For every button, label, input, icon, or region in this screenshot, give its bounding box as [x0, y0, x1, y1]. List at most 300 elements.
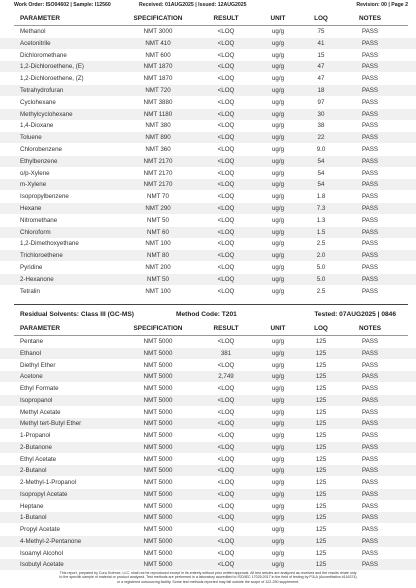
cell-specification: NMT 100: [145, 287, 171, 295]
table-row: [0, 418, 416, 429]
cell-parameter: Chlorobenzene: [20, 146, 62, 153]
footer-line: to the specific sample of material or product analyzed. Test methods are performed in a laboratory accredited to ISO/IEC 17025:2017 in the field of testing by PJLA (Accreditation #116374): [59, 575, 357, 580]
cell-result: <LOQ: [217, 228, 235, 236]
cell-notes: PASS: [361, 216, 379, 224]
column-header-parameter: PARAMETER: [20, 15, 61, 22]
cell-notes: PASS: [361, 338, 379, 345]
section-heading: [20, 311, 396, 321]
cell-result: <LOQ: [217, 181, 235, 189]
column-header-result: RESULT: [213, 325, 239, 332]
table-row: [0, 454, 416, 465]
cell-notes: PASS: [361, 349, 379, 357]
received-issued-dates: Received: 01AUG2025 | Issued: 12AUG2025: [139, 2, 247, 8]
cell-unit: ug/g: [271, 181, 285, 189]
cell-result: <LOQ: [217, 110, 235, 118]
cell-unit: ug/g: [271, 169, 285, 177]
cell-notes: PASS: [361, 134, 379, 142]
cell-specification: NMT 5000: [143, 490, 173, 498]
cell-specification: NMT 380: [145, 122, 171, 130]
cell-result: <LOQ: [217, 361, 235, 369]
report-header: [14, 2, 408, 12]
table-row: [0, 262, 416, 273]
cell-specification: NMT 1870: [143, 75, 173, 83]
cell-notes: PASS: [361, 526, 379, 533]
cell-specification: NMT 5000: [143, 420, 173, 428]
cell-result: <LOQ: [217, 408, 235, 416]
cell-notes: PASS: [361, 181, 379, 189]
table-row: [0, 548, 416, 559]
column-header-notes: NOTES: [358, 325, 381, 332]
cell-specification: NMT 100: [145, 240, 171, 248]
cell-result: <LOQ: [217, 169, 235, 177]
cell-unit: ug/g: [271, 432, 285, 439]
cell-specification: NMT 200: [145, 264, 171, 271]
cell-specification: NMT 5000: [143, 385, 173, 392]
cell-result: 381: [220, 349, 232, 357]
cell-notes: PASS: [361, 240, 379, 248]
cell-result: <LOQ: [217, 216, 235, 224]
cell-loq: 41: [317, 39, 325, 47]
cell-result: <LOQ: [217, 455, 235, 463]
cell-unit: ug/g: [271, 420, 285, 428]
cell-parameter: Pentane: [20, 338, 44, 345]
cell-result: <LOQ: [217, 264, 235, 271]
table-row: [0, 360, 416, 371]
cell-loq: 75: [317, 28, 325, 35]
footer-line: This report, prepared by Cora Science, LLC, shall not be reproduced except in its entirety without prior written approval. All test articles are analyzed as received and the results relate only: [59, 571, 357, 575]
cell-unit: ug/g: [271, 467, 285, 475]
table-row: [0, 524, 416, 535]
column-header-loq: LOQ: [314, 325, 328, 332]
cell-parameter: Isoamyl Alcohol: [20, 549, 63, 557]
table-row: [0, 559, 416, 570]
cell-notes: PASS: [361, 39, 379, 47]
section-title: Residual Solvents: Class III (GC-MS): [20, 311, 134, 318]
cell-notes: PASS: [361, 287, 379, 295]
cell-parameter: Tetrahydrofuran: [20, 87, 64, 94]
cell-result: <LOQ: [217, 526, 235, 533]
table-row: [0, 215, 416, 226]
cell-result: <LOQ: [217, 467, 235, 475]
cell-parameter: Trichloroethene: [20, 252, 63, 260]
cell-result: <LOQ: [217, 549, 235, 557]
table-row: [0, 465, 416, 476]
cell-parameter: Methylcyclohexane: [20, 110, 73, 118]
cell-notes: PASS: [361, 408, 379, 416]
cell-loq: 125: [315, 514, 327, 522]
table-row: [0, 109, 416, 120]
cell-parameter: 1,4-Dioxane: [20, 122, 54, 130]
cell-specification: NMT 5000: [143, 443, 173, 451]
cell-loq: 125: [315, 526, 327, 533]
cell-specification: NMT 5000: [143, 502, 173, 510]
cell-unit: ug/g: [271, 490, 285, 498]
column-header-unit: UNIT: [270, 15, 286, 22]
cell-specification: NMT 5000: [143, 455, 173, 463]
cell-unit: ug/g: [271, 228, 285, 236]
table-row: [0, 97, 416, 108]
cell-parameter: Pyridine: [20, 264, 43, 271]
cell-specification: NMT 600: [145, 51, 171, 59]
cell-result: <LOQ: [217, 252, 235, 260]
column-header-loq: LOQ: [314, 15, 328, 22]
table-row: [0, 250, 416, 261]
cell-result: <LOQ: [217, 443, 235, 451]
cell-unit: ug/g: [271, 479, 285, 486]
cell-parameter: Isopropanol: [20, 396, 53, 404]
cell-notes: PASS: [361, 537, 379, 545]
cell-parameter: Isobutyl Acetate: [20, 561, 64, 569]
table-row: [0, 477, 416, 488]
table-row: [0, 168, 416, 179]
cell-unit: ug/g: [271, 110, 285, 118]
cell-specification: NMT 80: [147, 252, 169, 260]
cell-notes: PASS: [361, 169, 379, 177]
table-row: [0, 50, 416, 61]
cell-specification: NMT 50: [147, 275, 169, 283]
cell-unit: ug/g: [271, 549, 285, 557]
cell-notes: PASS: [361, 205, 379, 212]
cell-result: <LOQ: [217, 75, 235, 83]
cell-result: <LOQ: [217, 157, 235, 165]
cell-unit: ug/g: [271, 408, 285, 416]
cell-loq: 125: [315, 432, 327, 439]
table-row: [0, 203, 416, 214]
cell-notes: PASS: [361, 63, 379, 71]
cell-result: <LOQ: [217, 134, 235, 142]
cell-unit: ug/g: [271, 275, 285, 283]
table-row: [0, 489, 416, 500]
cell-notes: PASS: [361, 479, 379, 486]
cell-loq: 125: [315, 537, 327, 545]
cell-loq: 1.8: [316, 193, 326, 201]
cell-notes: PASS: [361, 361, 379, 369]
table-row: [0, 383, 416, 394]
cell-specification: NMT 70: [147, 193, 169, 201]
cell-notes: PASS: [361, 252, 379, 260]
cell-result: <LOQ: [217, 514, 235, 522]
cell-notes: PASS: [361, 51, 379, 59]
cell-specification: NMT 3000: [143, 28, 173, 35]
cell-specification: NMT 890: [145, 134, 171, 142]
cell-unit: ug/g: [271, 193, 285, 201]
cell-loq: 125: [315, 479, 327, 486]
cell-notes: PASS: [361, 373, 379, 381]
cell-loq: 2.5: [316, 240, 326, 248]
work-order-label: Work Order: ISO04602 | Sample: I12560: [14, 2, 111, 8]
cell-result: <LOQ: [217, 287, 235, 295]
cell-unit: ug/g: [271, 396, 285, 404]
cell-loq: 1.3: [316, 216, 326, 224]
cell-loq: 125: [315, 349, 327, 357]
cell-unit: ug/g: [271, 205, 285, 212]
cell-notes: PASS: [361, 396, 379, 404]
cell-parameter: 2-Hexanone: [20, 275, 54, 283]
cell-unit: ug/g: [271, 514, 285, 522]
cell-specification: NMT 290: [145, 205, 171, 212]
cell-loq: 125: [315, 385, 327, 392]
cell-parameter: Isopropyl Acetate: [20, 490, 68, 498]
cell-specification: NMT 5000: [143, 467, 173, 475]
table-row: [0, 85, 416, 96]
cell-unit: ug/g: [271, 443, 285, 451]
cell-unit: ug/g: [271, 157, 285, 165]
cell-unit: ug/g: [271, 361, 285, 369]
cell-loq: 125: [315, 467, 327, 475]
cell-specification: NMT 5000: [143, 396, 173, 404]
cell-parameter: Heptane: [20, 502, 44, 510]
cell-parameter: Toluene: [20, 134, 42, 142]
cell-loq: 125: [315, 561, 327, 569]
cell-loq: 47: [317, 75, 325, 83]
cell-result: <LOQ: [217, 39, 235, 47]
cell-notes: PASS: [361, 549, 379, 557]
footer-line: or a registered outsourcing facility. Some test methods reported may fall outside the scope of 122-250 supplement.: [116, 579, 300, 584]
table-row: [0, 144, 416, 155]
cell-result: <LOQ: [217, 87, 235, 94]
cell-loq: 7.3: [316, 205, 326, 212]
cell-parameter: Methanol: [20, 28, 46, 35]
cell-loq: 54: [317, 181, 325, 189]
cell-specification: NMT 5000: [143, 361, 173, 369]
cell-notes: PASS: [361, 385, 379, 392]
cell-parameter: Ethanol: [20, 349, 41, 357]
cell-loq: 22: [317, 134, 325, 142]
cell-specification: NMT 2170: [143, 169, 173, 177]
cell-parameter: Propyl Acetate: [20, 526, 60, 533]
cell-parameter: 1,2-Dimethoxyethane: [20, 240, 79, 248]
column-header-result: RESULT: [213, 15, 239, 22]
cell-loq: 54: [317, 169, 325, 177]
cell-unit: ug/g: [271, 349, 285, 357]
section-divider: [14, 304, 408, 305]
cell-unit: ug/g: [271, 98, 285, 106]
cell-loq: 125: [315, 361, 327, 369]
cell-unit: ug/g: [271, 537, 285, 545]
cell-parameter: 1-Butanol: [20, 514, 47, 522]
cell-unit: ug/g: [271, 63, 285, 71]
table-row: [0, 156, 416, 167]
cell-specification: NMT 5000: [143, 373, 173, 381]
cell-unit: ug/g: [271, 561, 285, 569]
cell-loq: 5.0: [316, 264, 326, 271]
cell-loq: 2.5: [316, 287, 326, 295]
cell-parameter: Dichloromethane: [20, 51, 67, 59]
table-row: [0, 371, 416, 382]
cell-notes: PASS: [361, 98, 379, 106]
table-row: [0, 61, 416, 72]
cell-specification: NMT 5000: [143, 549, 173, 557]
table-row: [0, 286, 416, 297]
cell-loq: 125: [315, 443, 327, 451]
table-row: [0, 430, 416, 441]
cell-result: <LOQ: [217, 98, 235, 106]
table-row: [0, 536, 416, 547]
cell-notes: PASS: [361, 490, 379, 498]
cell-parameter: Ethyl Acetate: [20, 455, 57, 463]
cell-unit: ug/g: [271, 51, 285, 59]
table-row: [0, 132, 416, 143]
cell-parameter: Tetralin: [20, 287, 40, 295]
table-row: [0, 38, 416, 49]
method-code: Method Code: T201: [176, 311, 237, 318]
table-row: [0, 395, 416, 406]
cell-specification: NMT 5000: [143, 526, 173, 533]
cell-notes: PASS: [361, 75, 379, 83]
cell-notes: PASS: [361, 502, 379, 510]
cell-result: <LOQ: [217, 28, 235, 35]
cell-loq: 125: [315, 490, 327, 498]
cell-specification: NMT 410: [145, 39, 171, 47]
cell-loq: 97: [317, 98, 325, 106]
cell-unit: ug/g: [271, 134, 285, 142]
cell-parameter: 4-Methyl-2-Pentanone: [20, 537, 82, 545]
cell-notes: PASS: [361, 193, 379, 201]
cell-loq: 47: [317, 63, 325, 71]
table-row: [0, 227, 416, 238]
cell-parameter: 1,2-Dichloroethene, (E): [20, 63, 84, 71]
table-row: [0, 274, 416, 285]
cell-notes: PASS: [361, 432, 379, 439]
table-row: [0, 238, 416, 249]
cell-result: <LOQ: [217, 537, 235, 545]
cell-loq: 125: [315, 338, 327, 345]
table-row: [0, 179, 416, 190]
cell-result: <LOQ: [217, 561, 235, 569]
cell-unit: ug/g: [271, 385, 285, 392]
cell-unit: ug/g: [271, 455, 285, 463]
cell-notes: PASS: [361, 275, 379, 283]
cell-parameter: Cyclohexane: [20, 98, 56, 106]
table-row: [0, 501, 416, 512]
cell-parameter: 2-Butanol: [20, 467, 47, 475]
cell-result: <LOQ: [217, 338, 235, 345]
cell-parameter: 1,2-Dichloroethene, (Z): [20, 75, 84, 83]
cell-specification: NMT 2170: [143, 181, 173, 189]
cell-loq: 125: [315, 373, 327, 381]
table-row: [0, 407, 416, 418]
cell-loq: 125: [315, 420, 327, 428]
cell-result: <LOQ: [217, 502, 235, 510]
revision-page-label: Revision: 00 | Page 2: [356, 2, 408, 8]
tested-date: Tested: 07AUG2025 | 0846: [314, 311, 396, 318]
cell-parameter: Acetone: [20, 373, 43, 381]
cell-parameter: Methyl Acetate: [20, 408, 61, 416]
table-row: [0, 512, 416, 523]
cell-result: <LOQ: [217, 490, 235, 498]
cell-parameter: Ethylbenzene: [20, 157, 58, 165]
cell-notes: PASS: [361, 455, 379, 463]
cell-unit: ug/g: [271, 338, 285, 345]
table-row: [0, 120, 416, 131]
cell-result: <LOQ: [217, 385, 235, 392]
cell-notes: PASS: [361, 420, 379, 428]
cell-notes: PASS: [361, 28, 379, 35]
table-row: [0, 348, 416, 359]
cell-notes: PASS: [361, 228, 379, 236]
report-footer: [10, 571, 406, 584]
cell-unit: ug/g: [271, 146, 285, 153]
cell-parameter: Chloroform: [20, 228, 51, 236]
cell-unit: ug/g: [271, 39, 285, 47]
column-header-notes: NOTES: [358, 15, 381, 22]
cell-loq: 2.0: [316, 252, 326, 260]
cell-notes: PASS: [361, 146, 379, 153]
cell-loq: 1.5: [316, 228, 326, 236]
cell-loq: 5.0: [316, 275, 326, 283]
cell-specification: NMT 5000: [143, 561, 173, 569]
cell-specification: NMT 60: [147, 228, 169, 236]
cell-unit: ug/g: [271, 216, 285, 224]
table-header-class2: [0, 14, 416, 24]
cell-result: <LOQ: [217, 205, 235, 212]
column-header-specification: SPECIFICATION: [133, 15, 183, 22]
cell-unit: ug/g: [271, 87, 285, 94]
column-header-unit: UNIT: [270, 325, 286, 332]
cell-specification: NMT 5000: [143, 408, 173, 416]
cell-notes: PASS: [361, 157, 379, 165]
cell-result: <LOQ: [217, 122, 235, 130]
cell-unit: ug/g: [271, 264, 285, 271]
cell-notes: PASS: [361, 467, 379, 475]
cell-result: <LOQ: [217, 63, 235, 71]
cell-result: <LOQ: [217, 146, 235, 153]
cell-parameter: Ethyl Formate: [20, 385, 59, 392]
cell-specification: NMT 1870: [143, 63, 173, 71]
cell-notes: PASS: [361, 87, 379, 94]
cell-notes: PASS: [361, 110, 379, 118]
cell-specification: NMT 2170: [143, 157, 173, 165]
cell-specification: NMT 360: [145, 146, 171, 153]
cell-loq: 125: [315, 549, 327, 557]
cell-result: <LOQ: [217, 275, 235, 283]
cell-specification: NMT 720: [145, 87, 171, 94]
cell-parameter: Nitromethane: [20, 216, 58, 224]
cell-result: <LOQ: [217, 193, 235, 201]
cell-result: <LOQ: [217, 240, 235, 248]
cell-loq: 125: [315, 408, 327, 416]
cell-result: <LOQ: [217, 479, 235, 486]
cell-parameter: 1-Propanol: [20, 432, 51, 439]
cell-loq: 30: [317, 110, 325, 118]
cell-result: <LOQ: [217, 420, 235, 428]
cell-parameter: o/p-Xylene: [20, 169, 50, 177]
cell-unit: ug/g: [271, 28, 285, 35]
cell-parameter: Isopropylbenzene: [20, 193, 69, 201]
cell-parameter: Diethyl Ether: [20, 361, 56, 369]
cell-specification: NMT 5000: [143, 537, 173, 545]
cell-loq: 9.0: [316, 146, 326, 153]
table-header-class3: [0, 324, 416, 334]
cell-loq: 125: [315, 396, 327, 404]
cell-specification: NMT 5000: [143, 479, 173, 486]
cell-parameter: Acetonitrile: [20, 39, 51, 47]
cell-loq: 125: [315, 502, 327, 510]
cell-notes: PASS: [361, 561, 379, 569]
column-header-specification: SPECIFICATION: [133, 325, 183, 332]
cell-loq: 54: [317, 157, 325, 165]
cell-result: <LOQ: [217, 51, 235, 59]
cell-loq: 18: [317, 87, 325, 94]
table-row: [0, 26, 416, 37]
cell-specification: NMT 3880: [143, 98, 173, 106]
cell-result: <LOQ: [217, 396, 235, 404]
cell-loq: 15: [317, 51, 325, 59]
cell-unit: ug/g: [271, 75, 285, 83]
table-row: [0, 191, 416, 202]
cell-specification: NMT 5000: [143, 514, 173, 522]
table-row: [0, 442, 416, 453]
